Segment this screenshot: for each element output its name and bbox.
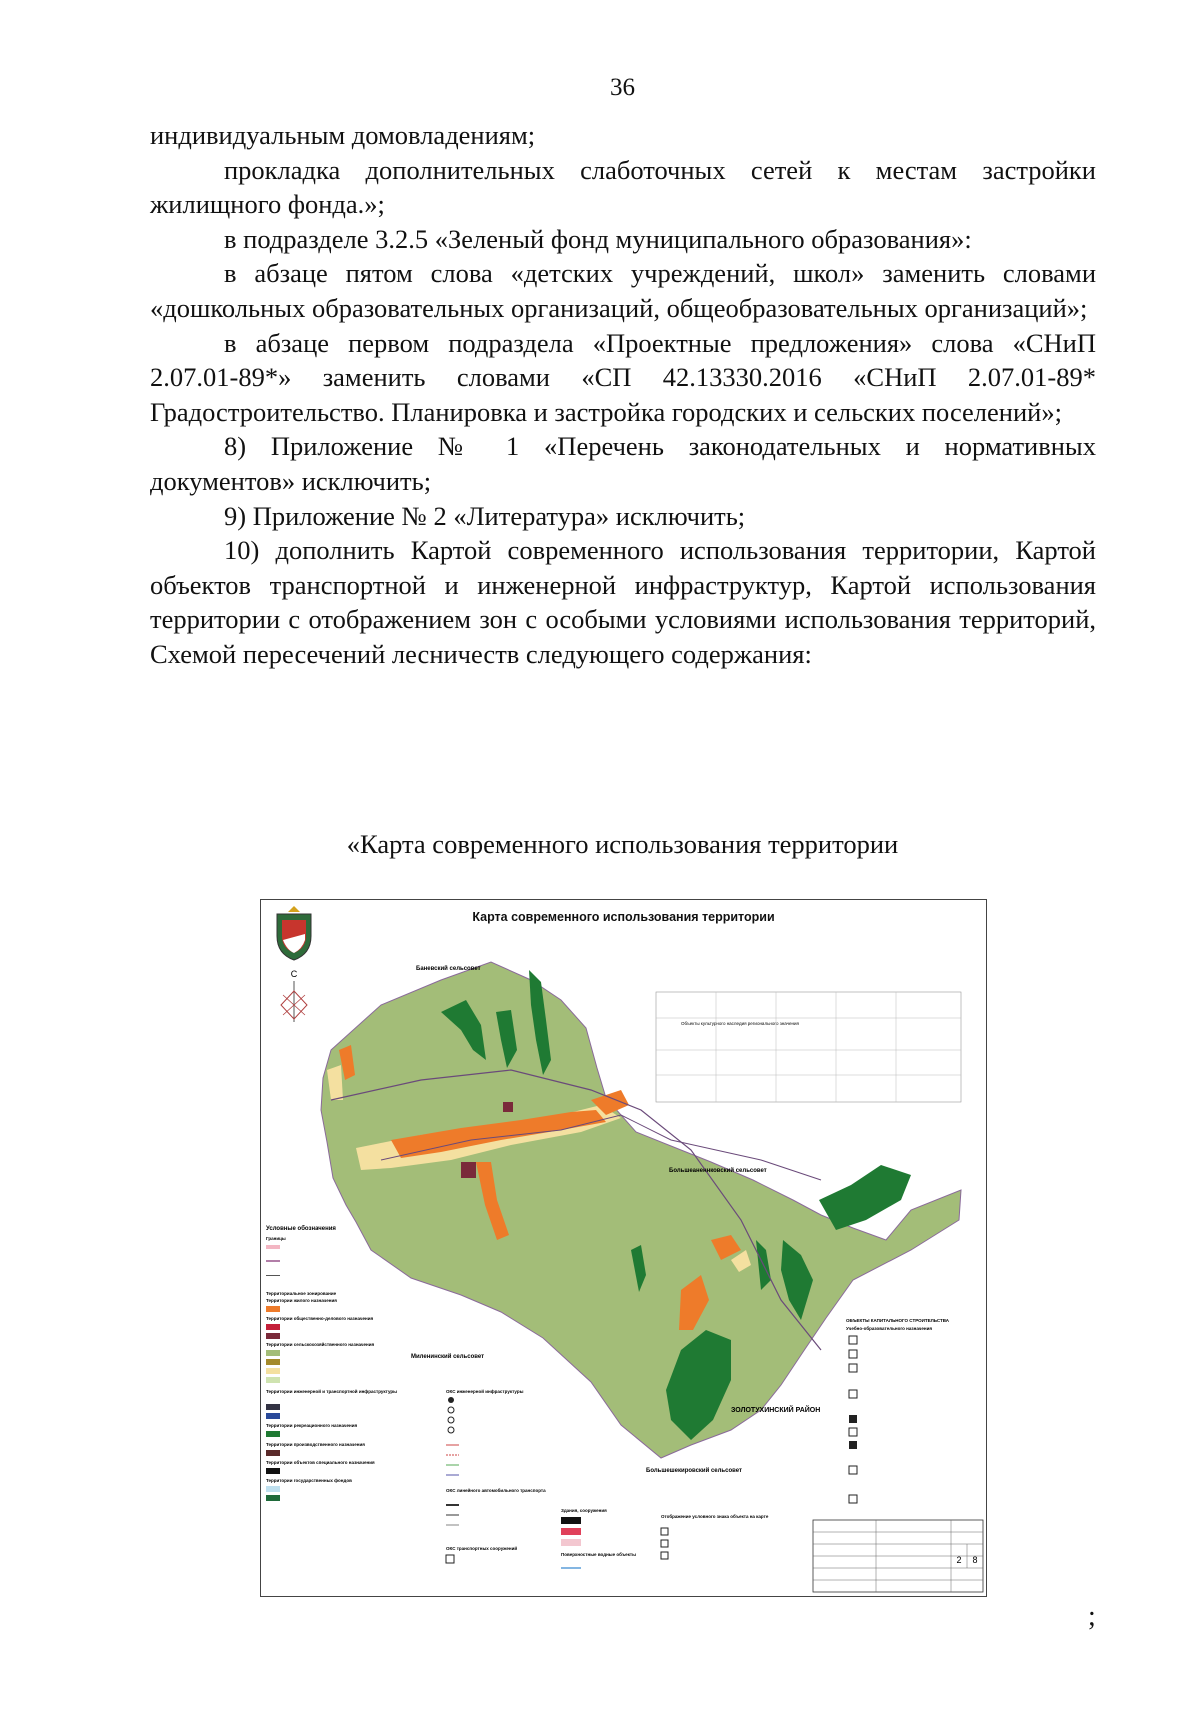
legend-group: Территориальное зонирование [266,1291,337,1296]
legend-group: Территории производственного назначения [266,1442,365,1447]
map-caption: «Карта современного использования территории [346,829,899,859]
legend-heading: Поверхностные водные объекты [561,1552,636,1557]
coat-of-arms-emblem [277,906,311,960]
legend-group: Территории инженерной и транспортной инфраструктуры [266,1389,397,1394]
paragraph: 9) Приложение № 2 «Литература» исключить; [224,500,746,531]
legend-group: Территории государственных фондов [266,1478,352,1483]
sheet-total: 8 [972,1555,978,1565]
legend-heading: Учебно-образовательного назначения [846,1326,932,1331]
legend-infrastructure [446,1388,546,1563]
sheet-number: 2 [956,1555,962,1565]
legend-group: Территории общественно-делового назначения [266,1316,374,1321]
legend-heading: ОБЪЕКТЫ КАПИТАЛЬНОГО СТРОИТЕЛЬСТВА [846,1318,950,1323]
legend-heading: Отображение условного знака объекта на карте [661,1514,769,1519]
legend-group: Границы [266,1236,286,1241]
legend-group: Территории объектов специального назначения [266,1460,375,1465]
paragraph: прокладка дополнительных слаботочных сетей к местам застройки жилищного фонда.»; [150,154,1096,220]
legend-title: Условные обозначения [266,1226,336,1232]
legend-heading: Здания, сооружения [561,1508,607,1513]
paragraph: 10) дополнить Картой современного использования территории, Картой объектов транспортной и инженерной инфраструктур, Картой использования территории с отображением зон с особыми условиями использования территорий, Схемой пересечений лесничеств следующего содержания: [150,535,1096,669]
paragraph: индивидуальным домовладениям; [150,120,536,150]
title-block [813,1520,983,1592]
trailing-semicolon: ; [1088,1601,1096,1632]
map-drawing [261,900,986,1596]
body-text [150,118,1096,672]
paragraph: 8) Приложение № 1 «Перечень законодательных и нормативных документов» исключить; [150,431,1096,496]
legend-buildings [561,1508,769,1568]
legend-group: Территории сельскохозяйственного назначения [266,1342,375,1347]
region-label: ЗОЛОТУХИНСКИЙ РАЙОН [731,1407,821,1414]
region-label: Баневский сельсовет [416,966,481,972]
paragraph: в абзаце первом подраздела «Проектные предложения» слова «СНиП 2.07.01-89*» заменить словами «СП 42.13330.2016 «СНиП 2.07.01-89* Градостроительство. Планировка и застройка городских и сельских поселений»; [150,327,1096,427]
legend-group: Территории жилого назначения [266,1298,337,1303]
map-title: Карта современного использования территории [472,910,775,924]
paragraph: в подразделе 3.2.5 «Зеленый фонд муниципального образования»: [224,223,972,254]
north-arrow-icon [281,969,307,1022]
legend-group: Территории рекреационного назначения [266,1423,358,1428]
legend-panel [266,1225,397,1501]
page-number: 36 [610,74,635,101]
public-area [461,1162,476,1178]
region-label: Большешекировский сельсовет [646,1468,742,1474]
cultural-heritage-table [656,992,961,1102]
legend-capital-objects [846,1318,950,1503]
forest-area [819,1165,911,1230]
region-label: Большеаненнковский сельсовет [669,1168,767,1174]
region-label: Миленинский сельсовет [411,1354,485,1360]
heritage-table-title: Объекты культурного наследия регионального значения [681,1021,799,1026]
legend-heading: ОКС линейного автомобильного транспорта [446,1488,546,1493]
paragraph: в абзаце пятом слова «детских учреждений, школ» заменить словами «дошкольных образовательных организаций, общеобразовательных организаций»; [150,258,1096,323]
legend-heading: ОКС транспортных сооружений [446,1546,518,1551]
legend-heading: ОКС инженерной инфраструктуры [446,1389,524,1394]
compass-letter: С [290,969,298,979]
public-area [503,1102,513,1112]
map-figure [260,899,987,1597]
